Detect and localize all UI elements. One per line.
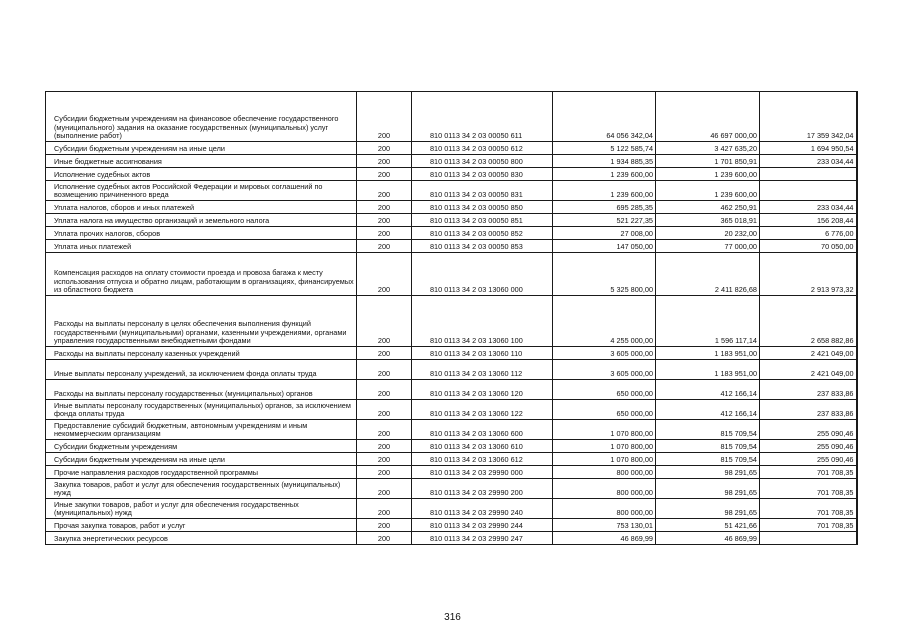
row-name-cell: Прочая закупка товаров, работ и услуг: [46, 519, 357, 532]
row-name-cell: Компенсация расходов на оплату стоимости проезда и провоза багажа к месту использования отпуска и обратно лицам, работающим в организациях, финансируемых из областного бюджета: [46, 253, 357, 296]
row-executed-amount-cell: 98 291,65: [656, 499, 760, 519]
row-name-cell: Уплата налога на имущество организаций и земельного налога: [46, 214, 357, 227]
budget-execution-table: [45, 91, 858, 545]
table-row: [46, 181, 857, 201]
row-classification-code-cell: 810 0113 34 2 03 00050 850: [412, 201, 553, 214]
row-approved-amount-cell: 1 070 800,00: [553, 440, 656, 453]
row-approved-amount-cell: 650 000,00: [553, 380, 656, 400]
row-classification-code-cell: 810 0113 34 2 03 29990 240: [412, 499, 553, 519]
row-code-cell: 200: [357, 360, 412, 380]
row-classification-code-cell: 810 0113 34 2 03 00050 830: [412, 168, 553, 181]
row-executed-amount-cell: 412 166,14: [656, 400, 760, 420]
row-code-cell: 200: [357, 168, 412, 181]
row-executed-amount-cell: 1 183 951,00: [656, 360, 760, 380]
row-approved-amount-cell: 650 000,00: [553, 400, 656, 420]
row-unexecuted-amount-cell: 233 034,44: [760, 155, 857, 168]
row-name-cell: Уплата налогов, сборов и иных платежей: [46, 201, 357, 214]
row-code-cell: 200: [357, 420, 412, 440]
table-row: [46, 214, 857, 227]
row-approved-amount-cell: 695 285,35: [553, 201, 656, 214]
row-executed-amount-cell: 20 232,00: [656, 227, 760, 240]
row-code-cell: 200: [357, 532, 412, 545]
row-code-cell: 200: [357, 181, 412, 201]
row-approved-amount-cell: 64 056 342,04: [553, 92, 656, 142]
row-code-cell: 200: [357, 440, 412, 453]
row-unexecuted-amount-cell: [760, 181, 857, 201]
table-row: [46, 142, 857, 155]
row-classification-code-cell: 810 0113 34 2 03 13060 610: [412, 440, 553, 453]
table-row: [46, 499, 857, 519]
page-number: 316: [444, 612, 461, 623]
row-unexecuted-amount-cell: [760, 168, 857, 181]
row-classification-code-cell: 810 0113 34 2 03 00050 851: [412, 214, 553, 227]
row-executed-amount-cell: 3 427 635,20: [656, 142, 760, 155]
row-code-cell: 200: [357, 380, 412, 400]
row-classification-code-cell: 810 0113 34 2 03 13060 100: [412, 296, 553, 347]
row-approved-amount-cell: 1 934 885,35: [553, 155, 656, 168]
row-approved-amount-cell: 1 239 600,00: [553, 168, 656, 181]
row-classification-code-cell: 810 0113 34 2 03 13060 000: [412, 253, 553, 296]
row-name-cell: Прочие направления расходов государственной программы: [46, 466, 357, 479]
table-row: [46, 519, 857, 532]
row-classification-code-cell: 810 0113 34 2 03 00050 853: [412, 240, 553, 253]
table-row: [46, 227, 857, 240]
row-unexecuted-amount-cell: 2 913 973,32: [760, 253, 857, 296]
row-executed-amount-cell: 365 018,91: [656, 214, 760, 227]
row-classification-code-cell: 810 0113 34 2 03 00050 831: [412, 181, 553, 201]
row-name-cell: Закупка энергетических ресурсов: [46, 532, 357, 545]
row-approved-amount-cell: 753 130,01: [553, 519, 656, 532]
row-executed-amount-cell: 1 239 600,00: [656, 181, 760, 201]
row-unexecuted-amount-cell: 2 658 882,86: [760, 296, 857, 347]
row-executed-amount-cell: 46 697 000,00: [656, 92, 760, 142]
row-unexecuted-amount-cell: 17 359 342,04: [760, 92, 857, 142]
row-code-cell: 200: [357, 453, 412, 466]
row-executed-amount-cell: 1 239 600,00: [656, 168, 760, 181]
row-name-cell: Уплата прочих налогов, сборов: [46, 227, 357, 240]
table-row: [46, 420, 857, 440]
row-name-cell: Субсидии бюджетным учреждениям на финансовое обеспечение государственного (муниципального) задания на оказание государственных (муниципальных) услуг (выполнение работ): [46, 92, 357, 142]
row-classification-code-cell: 810 0113 34 2 03 13060 120: [412, 380, 553, 400]
row-executed-amount-cell: 77 000,00: [656, 240, 760, 253]
row-classification-code-cell: 810 0113 34 2 03 00050 852: [412, 227, 553, 240]
table-row: [46, 380, 857, 400]
table-row: [46, 253, 857, 296]
row-code-cell: 200: [357, 296, 412, 347]
row-unexecuted-amount-cell: 6 776,00: [760, 227, 857, 240]
table-row: [46, 155, 857, 168]
row-name-cell: Уплата иных платежей: [46, 240, 357, 253]
row-code-cell: 200: [357, 253, 412, 296]
row-name-cell: Иные выплаты персоналу учреждений, за исключением фонда оплаты труда: [46, 360, 357, 380]
row-executed-amount-cell: 51 421,66: [656, 519, 760, 532]
row-executed-amount-cell: 1 701 850,91: [656, 155, 760, 168]
row-name-cell: Расходы на выплаты персоналу государственных (муниципальных) органов: [46, 380, 357, 400]
table-row: [46, 347, 857, 360]
row-unexecuted-amount-cell: 2 421 049,00: [760, 347, 857, 360]
row-code-cell: 200: [357, 347, 412, 360]
row-code-cell: 200: [357, 201, 412, 214]
row-unexecuted-amount-cell: 70 050,00: [760, 240, 857, 253]
row-unexecuted-amount-cell: 701 708,35: [760, 466, 857, 479]
row-unexecuted-amount-cell: 701 708,35: [760, 519, 857, 532]
row-unexecuted-amount-cell: 255 090,46: [760, 453, 857, 466]
row-name-cell: Субсидии бюджетным учреждениям на иные цели: [46, 142, 357, 155]
table-row: [46, 201, 857, 214]
row-executed-amount-cell: 1 183 951,00: [656, 347, 760, 360]
row-approved-amount-cell: 46 869,99: [553, 532, 656, 545]
table-row: [46, 466, 857, 479]
row-executed-amount-cell: 412 166,14: [656, 380, 760, 400]
row-classification-code-cell: 810 0113 34 2 03 29990 000: [412, 466, 553, 479]
row-name-cell: Расходы на выплаты персоналу в целях обеспечения выполнения функций государственными (муниципальными) органами, казенными учреждениями, органами управления государственными внебюджетными фондами: [46, 296, 357, 347]
row-code-cell: 200: [357, 214, 412, 227]
row-executed-amount-cell: 98 291,65: [656, 466, 760, 479]
row-classification-code-cell: 810 0113 34 2 03 29990 247: [412, 532, 553, 545]
row-approved-amount-cell: 3 605 000,00: [553, 347, 656, 360]
row-code-cell: 200: [357, 240, 412, 253]
row-approved-amount-cell: 147 050,00: [553, 240, 656, 253]
row-approved-amount-cell: 1 070 800,00: [553, 453, 656, 466]
row-classification-code-cell: 810 0113 34 2 03 13060 600: [412, 420, 553, 440]
row-approved-amount-cell: 800 000,00: [553, 499, 656, 519]
table-row: [46, 92, 857, 142]
row-approved-amount-cell: 800 000,00: [553, 466, 656, 479]
row-name-cell: Субсидии бюджетным учреждениям на иные цели: [46, 453, 357, 466]
row-classification-code-cell: 810 0113 34 2 03 13060 110: [412, 347, 553, 360]
table-row: [46, 296, 857, 347]
row-code-cell: 200: [357, 92, 412, 142]
row-approved-amount-cell: 1 070 800,00: [553, 420, 656, 440]
row-code-cell: 200: [357, 466, 412, 479]
row-unexecuted-amount-cell: 237 833,86: [760, 400, 857, 420]
row-code-cell: 200: [357, 227, 412, 240]
row-name-cell: Исполнение судебных актов Российской Федерации и мировых соглашений по возмещению причиненного вреда: [46, 181, 357, 201]
row-name-cell: Исполнение судебных актов: [46, 168, 357, 181]
row-approved-amount-cell: 800 000,00: [553, 479, 656, 499]
table-body: [46, 92, 857, 545]
row-name-cell: Предоставление субсидий бюджетным, автономным учреждениям и иным некоммерческим организациям: [46, 420, 357, 440]
table-row: [46, 479, 857, 499]
row-approved-amount-cell: 5 122 585,74: [553, 142, 656, 155]
row-classification-code-cell: 810 0113 34 2 03 29990 244: [412, 519, 553, 532]
row-name-cell: Субсидии бюджетным учреждениям: [46, 440, 357, 453]
row-name-cell: Расходы на выплаты персоналу казенных учреждений: [46, 347, 357, 360]
row-unexecuted-amount-cell: 701 708,35: [760, 499, 857, 519]
row-code-cell: 200: [357, 142, 412, 155]
row-code-cell: 200: [357, 519, 412, 532]
row-unexecuted-amount-cell: 255 090,46: [760, 440, 857, 453]
row-classification-code-cell: 810 0113 34 2 03 00050 612: [412, 142, 553, 155]
row-executed-amount-cell: 1 596 117,14: [656, 296, 760, 347]
row-unexecuted-amount-cell: [760, 532, 857, 545]
row-executed-amount-cell: 46 869,99: [656, 532, 760, 545]
table-row: [46, 440, 857, 453]
row-executed-amount-cell: 815 709,54: [656, 453, 760, 466]
row-classification-code-cell: 810 0113 34 2 03 13060 112: [412, 360, 553, 380]
row-name-cell: Иные выплаты персоналу государственных (муниципальных) органов, за исключением фонда оплаты труда: [46, 400, 357, 420]
row-approved-amount-cell: 5 325 800,00: [553, 253, 656, 296]
row-classification-code-cell: 810 0113 34 2 03 13060 612: [412, 453, 553, 466]
row-executed-amount-cell: 462 250,91: [656, 201, 760, 214]
row-executed-amount-cell: 815 709,54: [656, 440, 760, 453]
row-classification-code-cell: 810 0113 34 2 03 13060 122: [412, 400, 553, 420]
row-name-cell: Иные бюджетные ассигнования: [46, 155, 357, 168]
row-name-cell: Иные закупки товаров, работ и услуг для обеспечения государственных (муниципальных) нужд: [46, 499, 357, 519]
row-classification-code-cell: 810 0113 34 2 03 00050 611: [412, 92, 553, 142]
row-code-cell: 200: [357, 155, 412, 168]
table-row: [46, 360, 857, 380]
row-approved-amount-cell: 521 227,35: [553, 214, 656, 227]
table-row: [46, 400, 857, 420]
row-unexecuted-amount-cell: 156 208,44: [760, 214, 857, 227]
row-unexecuted-amount-cell: 2 421 049,00: [760, 360, 857, 380]
row-approved-amount-cell: 4 255 000,00: [553, 296, 656, 347]
row-unexecuted-amount-cell: 233 034,44: [760, 201, 857, 214]
row-name-cell: Закупка товаров, работ и услуг для обеспечения государственных (муниципальных) нужд: [46, 479, 357, 499]
row-code-cell: 200: [357, 499, 412, 519]
row-unexecuted-amount-cell: 237 833,86: [760, 380, 857, 400]
row-code-cell: 200: [357, 400, 412, 420]
row-executed-amount-cell: 98 291,65: [656, 479, 760, 499]
row-unexecuted-amount-cell: 255 090,46: [760, 420, 857, 440]
row-executed-amount-cell: 2 411 826,68: [656, 253, 760, 296]
row-approved-amount-cell: 27 008,00: [553, 227, 656, 240]
row-executed-amount-cell: 815 709,54: [656, 420, 760, 440]
row-unexecuted-amount-cell: 1 694 950,54: [760, 142, 857, 155]
table-row: [46, 168, 857, 181]
row-approved-amount-cell: 1 239 600,00: [553, 181, 656, 201]
row-unexecuted-amount-cell: 701 708,35: [760, 479, 857, 499]
row-classification-code-cell: 810 0113 34 2 03 29990 200: [412, 479, 553, 499]
row-classification-code-cell: 810 0113 34 2 03 00050 800: [412, 155, 553, 168]
table-row: [46, 240, 857, 253]
row-code-cell: 200: [357, 479, 412, 499]
row-approved-amount-cell: 3 605 000,00: [553, 360, 656, 380]
table-row: [46, 532, 857, 545]
table-row: [46, 453, 857, 466]
